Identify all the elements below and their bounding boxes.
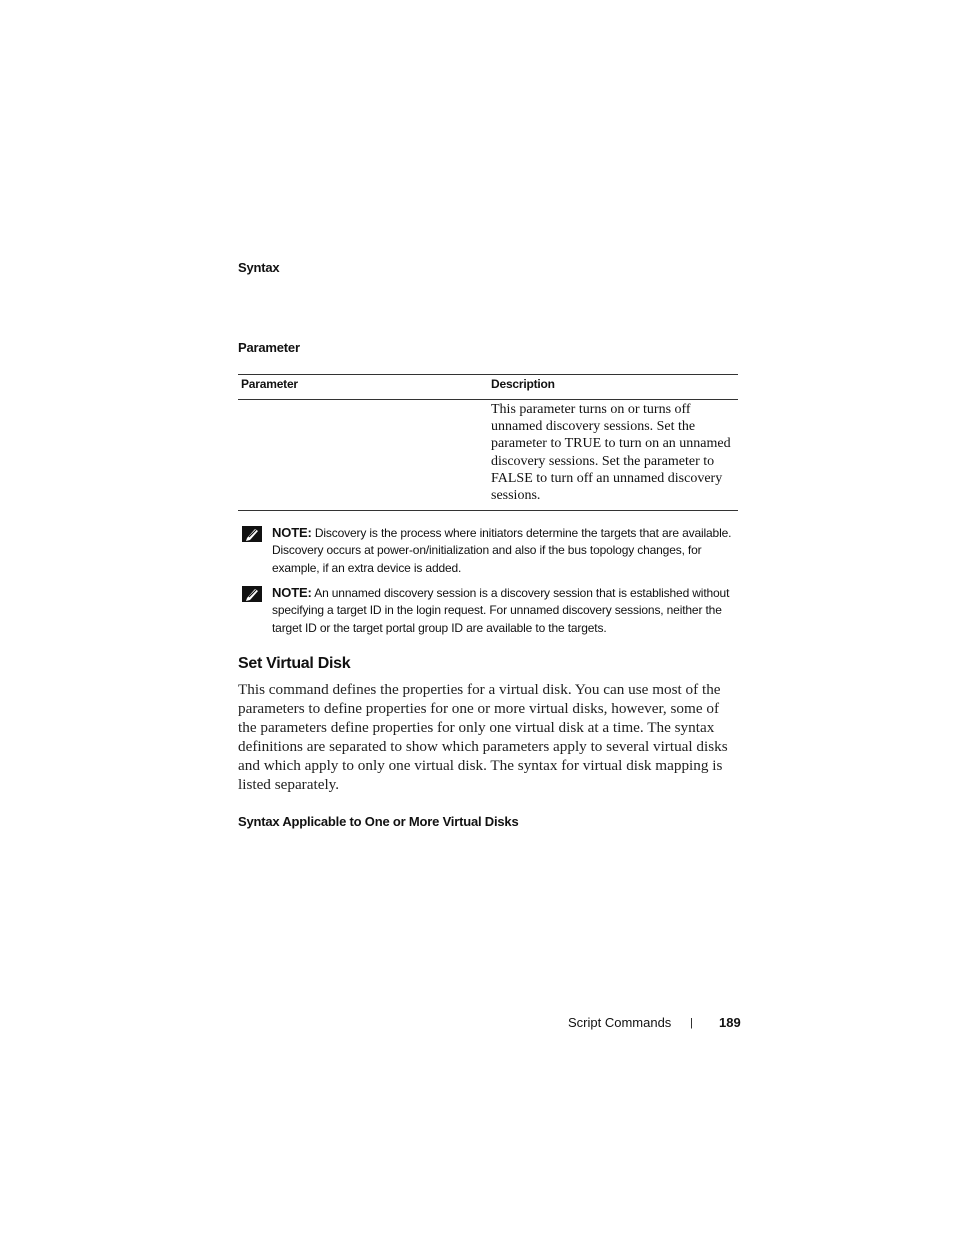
table-top-rule: [238, 374, 738, 375]
note-2: [238, 584, 738, 638]
note-text: [272, 584, 742, 637]
note-body: Discovery is the process where initiators determine the targets that are available. Discovery occurs at power-on/initialization and also if the bus topology changes, for example, if an extra device is added.: [272, 526, 732, 575]
syntax-applicable-heading: Syntax Applicable to One or More Virtual Disks: [238, 814, 519, 829]
note-body: An unnamed discovery session is a discovery session that is established without specifying a target ID in the login request. For unnamed discovery sessions, neither the target ID or the target portal group ID are available to the targets.: [272, 586, 730, 635]
table-cell-description: This parameter turns on or turns off unnamed discovery sessions. Set the parameter to TRUE to turn on an unnamed discovery sessions. Set the parameter to FALSE to turn off an unnamed discovery sessions.: [491, 402, 731, 504]
note-1: [238, 524, 738, 578]
footer-separator: |: [690, 1017, 693, 1029]
section-paragraph: This command defines the properties for a virtual disk. You can use most of the parameters to define properties for one or more virtual disks, however, some of the parameters define properties for only one virtual disk at a time. The syntax definitions are separated to show which parameters apply to several virtual disks and which apply to only one virtual disk. The syntax for virtual disk mapping is listed separately.: [238, 681, 728, 793]
column-header-parameter: Parameter: [241, 377, 298, 391]
column-header-description: Description: [491, 377, 555, 391]
parameter-table: [238, 374, 738, 511]
table-header-rule: [238, 399, 738, 400]
syntax-heading: Syntax: [238, 260, 280, 275]
note-label: NOTE:: [272, 525, 312, 540]
note-text: [272, 524, 742, 577]
footer-section-name: Script Commands: [568, 1015, 672, 1030]
note-label: NOTE:: [272, 585, 312, 600]
page-number: 189: [719, 1015, 741, 1030]
section-title: Set Virtual Disk: [238, 655, 351, 672]
parameter-heading: Parameter: [238, 340, 300, 355]
table-bottom-rule: [238, 510, 738, 511]
pencil-note-icon: [242, 586, 262, 602]
pencil-note-icon: [242, 526, 262, 542]
